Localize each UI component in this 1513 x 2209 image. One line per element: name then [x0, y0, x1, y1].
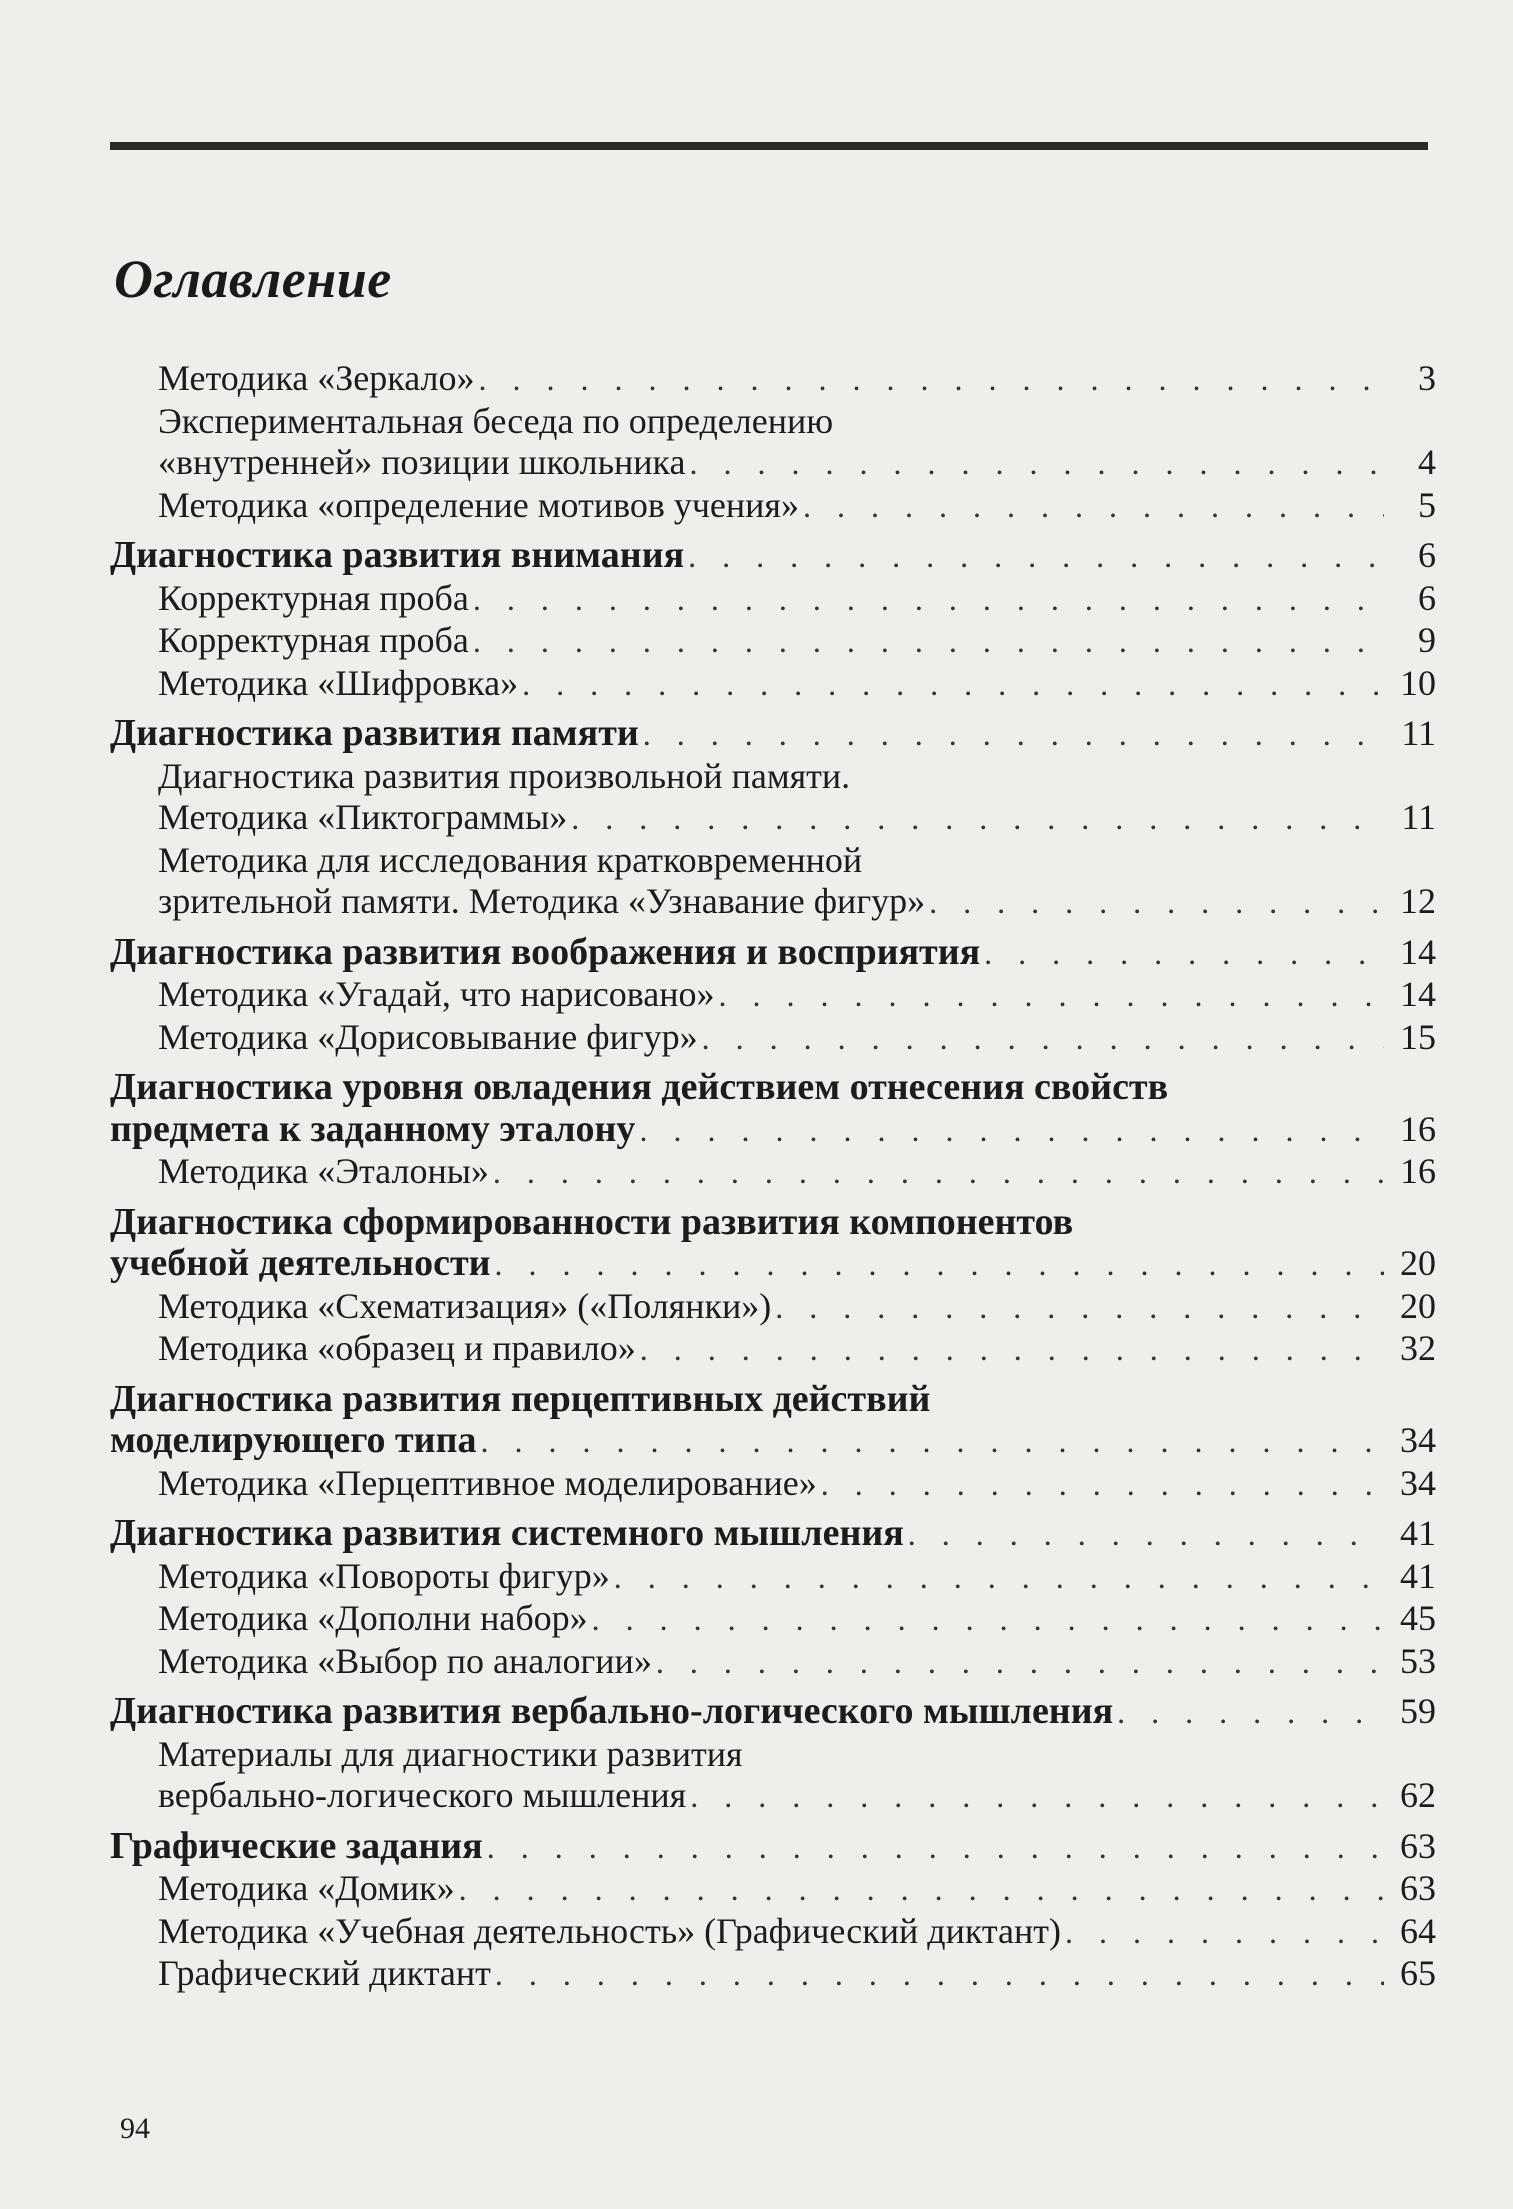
- toc-entry: [110, 932, 1436, 975]
- toc-entry-text: Методика «Пиктограммы»: [158, 797, 568, 837]
- toc-entry: [110, 974, 1436, 1017]
- toc-leader-dots: [480, 1421, 1384, 1463]
- toc-leader-dots: [688, 536, 1384, 578]
- toc-entry-page: 59: [1400, 1691, 1436, 1731]
- toc-entry-text: Экспериментальная беседа по определению: [158, 400, 834, 441]
- toc-entry-page: 16: [1400, 1108, 1436, 1149]
- toc-entry: [110, 1379, 1436, 1421]
- toc-entry: [110, 1463, 1436, 1506]
- toc-entry: [110, 1328, 1436, 1371]
- toc-entry-text: зрительной памяти. Методика «Узнавание фигур»: [158, 881, 926, 921]
- toc-leader-dots: [1065, 1912, 1384, 1954]
- toc-entry-text: Диагностика уровня овладения действием отнесения свойств: [110, 1066, 1169, 1108]
- toc-entry-text: Методика «Повороты фигур»: [158, 1555, 610, 1596]
- toc-entry-text: Диагностика развития вербально-логического мышления: [110, 1690, 1114, 1732]
- toc-entry: [110, 1953, 1436, 1996]
- toc-leader-dots: [493, 1152, 1384, 1194]
- toc-entry-text: учебной деятельности: [110, 1242, 491, 1284]
- toc-entry-text: Корректурная проба: [158, 577, 469, 618]
- toc-entry: [110, 620, 1436, 663]
- toc-entry-text: Методика «Перцептивное моделирование»: [158, 1462, 817, 1503]
- toc-entry-text: Графические задания: [110, 1824, 483, 1867]
- toc-entry-page: 20: [1400, 1285, 1436, 1326]
- toc-entry-text: Методика «Домик»: [158, 1868, 455, 1908]
- toc-leader-dots: [689, 443, 1384, 485]
- toc-entry-page: 34: [1400, 1462, 1436, 1503]
- toc-entry: [110, 358, 1436, 401]
- top-rule: [110, 142, 1428, 150]
- toc-entry-page: 14: [1400, 974, 1436, 1014]
- toc-entry-page: 15: [1400, 1016, 1436, 1057]
- toc-entry-page: 41: [1400, 1555, 1436, 1596]
- toc-entry: [110, 713, 1436, 756]
- toc-entry-page: 45: [1400, 1598, 1436, 1638]
- toc-entry-text: Диагностика развития внимания: [110, 534, 685, 576]
- toc-entry: [110, 797, 1436, 840]
- toc-entry-page: 63: [1400, 1868, 1436, 1908]
- toc-entry: [110, 1017, 1436, 1060]
- toc-entry: [110, 1286, 1436, 1329]
- toc-leader-dots: [702, 1018, 1384, 1060]
- toc-entry-page: 14: [1400, 931, 1436, 972]
- toc-leader-dots: [775, 1287, 1384, 1329]
- toc-leader-dots: [495, 1954, 1384, 1996]
- toc-entry-page: 9: [1418, 620, 1436, 660]
- toc-leader-dots: [639, 1110, 1384, 1152]
- toc-leader-dots: [719, 975, 1385, 1017]
- toc-leader-dots: [640, 1329, 1384, 1371]
- toc-entry: [110, 1911, 1436, 1954]
- toc-entry-page: 5: [1418, 484, 1436, 525]
- toc-entry-text: вербально-логического мышления: [158, 1775, 687, 1815]
- toc-leader-dots: [690, 1776, 1384, 1818]
- toc-entry-page: 11: [1401, 713, 1436, 753]
- toc-entry: [110, 1691, 1436, 1734]
- toc-entry: [110, 1641, 1436, 1684]
- toc-entry-text: Диагностика развития системного мышления: [110, 1512, 904, 1554]
- toc-entry-text: Методика «Выбор по аналогии»: [158, 1640, 652, 1681]
- toc-entry-page: 12: [1400, 881, 1436, 921]
- toc-entry-text: Методика для исследования кратковременной: [158, 839, 863, 880]
- toc-leader-dots: [643, 714, 1384, 756]
- toc-leader-dots: [487, 1827, 1384, 1869]
- toc-entry-text: Методика «определение мотивов учения»: [158, 484, 799, 525]
- toc-entry-page: 34: [1400, 1420, 1436, 1460]
- toc-entry-page: 11: [1401, 797, 1436, 837]
- toc-leader-dots: [478, 359, 1384, 401]
- toc-entry-text: Методика «Угадай, что нарисовано»: [158, 974, 715, 1014]
- toc-leader-dots: [908, 1514, 1384, 1556]
- toc-entry-text: Методика «Учебная деятельность» (Графический диктант): [158, 1910, 1061, 1951]
- toc-entry-text: Диагностика сформированности развития компонентов: [110, 1200, 1074, 1243]
- toc-entry: [110, 1243, 1436, 1286]
- toc-entry: [110, 1556, 1436, 1599]
- toc-entry: [110, 1202, 1436, 1244]
- page-title: Оглавление: [114, 249, 392, 309]
- toc-entry-text: Графический диктант: [158, 1953, 491, 1993]
- toc-entry: [110, 1151, 1436, 1194]
- toc-entry-text: Методика «Шифровка»: [158, 662, 519, 703]
- toc-entry: [110, 1513, 1436, 1556]
- toc-entry: [110, 1775, 1436, 1818]
- toc-leader-dots: [656, 1642, 1384, 1684]
- toc-entry: [110, 1734, 1436, 1776]
- toc-entry-text: моделирующего типа: [110, 1419, 477, 1461]
- toc-leader-dots: [522, 664, 1384, 706]
- toc-entry-page: 6: [1418, 535, 1436, 575]
- toc-entry: [110, 663, 1436, 706]
- toc-entry-page: 32: [1400, 1328, 1436, 1368]
- toc-entry-text: Методика «Схематизация» («Полянки»): [158, 1285, 772, 1326]
- table-of-contents: [110, 358, 1436, 1996]
- toc-entry: [110, 485, 1436, 528]
- toc-leader-dots: [929, 882, 1384, 924]
- toc-leader-dots: [984, 933, 1384, 975]
- toc-entry: [110, 1109, 1436, 1152]
- toc-entry: [110, 1420, 1436, 1463]
- toc-leader-dots: [571, 798, 1384, 840]
- toc-entry-page: 64: [1400, 1910, 1436, 1951]
- toc-entry-text: Методика «Эталоны»: [158, 1151, 489, 1191]
- toc-entry: [110, 1067, 1436, 1109]
- toc-entry-text: Материалы для диагностики развития: [158, 1733, 743, 1774]
- toc-entry: [110, 1868, 1436, 1911]
- toc-leader-dots: [473, 621, 1384, 663]
- toc-leader-dots: [473, 579, 1384, 621]
- toc-entry: [110, 401, 1436, 443]
- toc-entry-page: 16: [1400, 1151, 1436, 1191]
- toc-entry-text: Методика «Зеркало»: [158, 358, 475, 398]
- toc-entry: [110, 1598, 1436, 1641]
- toc-entry: [110, 535, 1436, 578]
- toc-leader-dots: [495, 1244, 1384, 1286]
- page-number: 94: [120, 2112, 150, 2145]
- toc-entry-text: предмета к заданному эталону: [110, 1107, 636, 1150]
- toc-entry: [110, 442, 1436, 485]
- toc-entry-page: 6: [1418, 577, 1436, 618]
- toc-entry-text: Корректурная проба: [158, 620, 469, 660]
- toc-leader-dots: [592, 1599, 1384, 1641]
- toc-leader-dots: [1117, 1692, 1384, 1734]
- toc-leader-dots: [614, 1557, 1384, 1599]
- toc-entry: [110, 578, 1436, 621]
- toc-entry-page: 3: [1418, 358, 1436, 398]
- toc-leader-dots: [803, 486, 1384, 528]
- toc-entry-page: 20: [1400, 1243, 1436, 1283]
- toc-entry-text: Методика «образец и правило»: [158, 1328, 636, 1368]
- toc-entry-page: 41: [1400, 1513, 1436, 1553]
- toc-entry-text: Методика «Дополни набор»: [158, 1598, 588, 1638]
- toc-entry-text: Методика «Дорисовывание фигур»: [158, 1016, 698, 1057]
- toc-entry-text: «внутренней» позиции школьника: [158, 442, 686, 482]
- toc-entry-text: Диагностика развития воображения и восприятия: [110, 930, 981, 973]
- toc-entry: [110, 881, 1436, 924]
- toc-entry-text: Диагностика развития произвольной памяти.: [158, 755, 851, 796]
- toc-entry-page: 63: [1400, 1825, 1436, 1866]
- toc-entry: [110, 756, 1436, 798]
- toc-entry-page: 65: [1400, 1953, 1436, 1993]
- toc-entry-text: Диагностика развития памяти: [110, 712, 639, 754]
- toc-entry-page: 53: [1400, 1640, 1436, 1681]
- toc-entry-page: 10: [1400, 662, 1436, 703]
- toc-leader-dots: [821, 1464, 1384, 1506]
- toc-entry-text: Диагностика развития перцептивных действий: [110, 1377, 931, 1420]
- toc-entry-page: 4: [1418, 442, 1436, 482]
- toc-leader-dots: [459, 1869, 1384, 1911]
- toc-entry-page: 62: [1400, 1775, 1436, 1815]
- toc-entry: [110, 1826, 1436, 1869]
- toc-entry: [110, 840, 1436, 882]
